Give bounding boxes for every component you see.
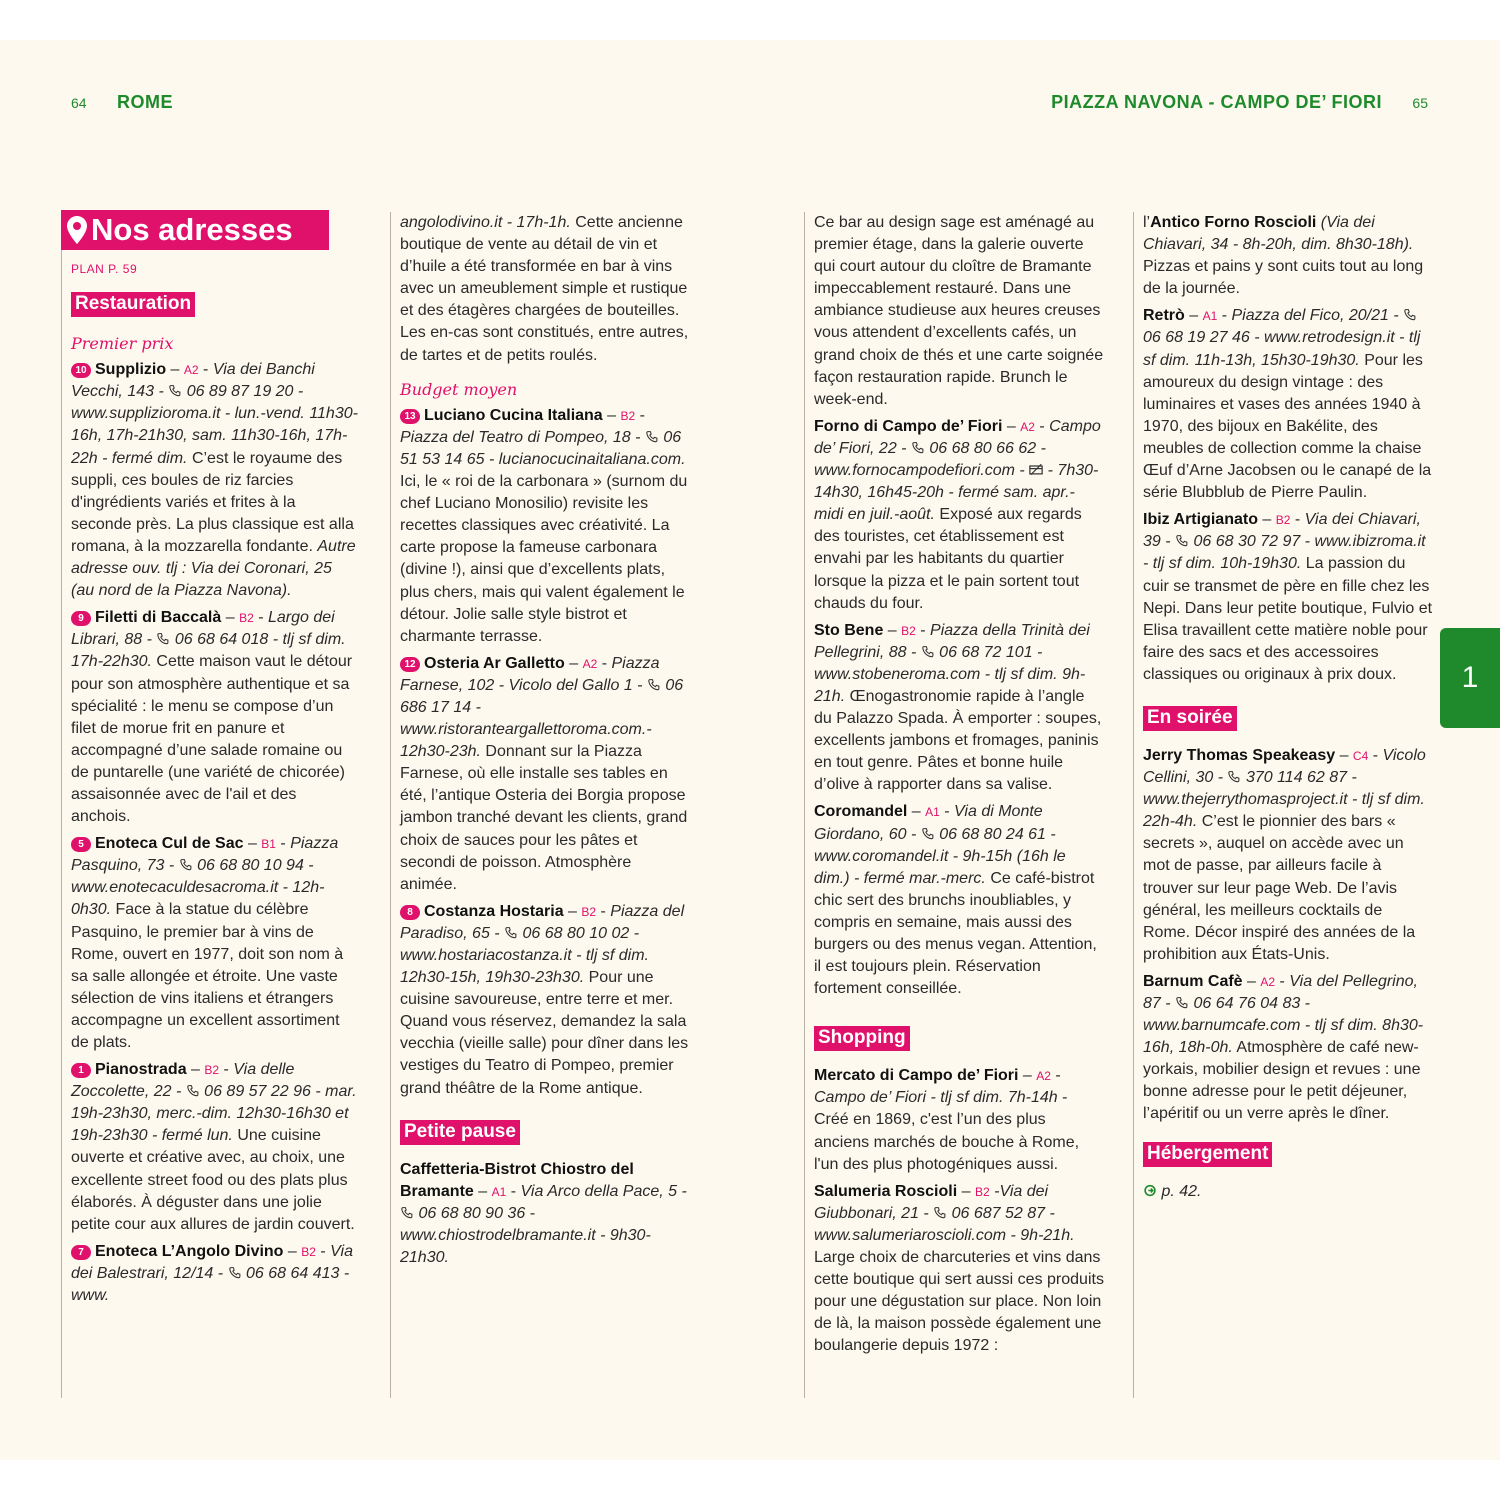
entry-name: Salumeria Roscioli: [814, 1182, 958, 1200]
entry-info: angolodivino.it - 17h-1h.: [400, 214, 571, 231]
entry-info: Via dei Balestrari, 12/14 - 06 68 64 413 - www.: [71, 1242, 353, 1305]
entry-retro: Retrò – A1 - Piazza del Fico, 20/21 - 06 68 19 27 46 - www.retrodesign.it - tlj sf dim. 11h-13h, 15h30-19h30. Pour les amoureux du design vintage : des luminaires et vases des années 1940 à 1970, des bijoux en Bakélite, des meubles de collection comme la chaise Œuf d’Arne Jacobsen ou le canapé de la série Blubblub de Pierre Paulin.: [1143, 307, 1432, 502]
entry-info: Piazza della Trinità dei Pellegrini, 88 - 06 68 72 101 - www.stobeneroma.com - tlj sf dim. 9h-21h.: [814, 621, 1090, 705]
phone-icon: [186, 1084, 200, 1097]
section-en-soiree: En soirée: [1143, 706, 1237, 731]
map-marker: 10: [71, 363, 91, 378]
nos-adresses-title: [61, 210, 329, 250]
title-text: Nos adresses: [91, 212, 293, 247]
entry-description: Ce café-bistrot chic sert des brunchs inoubliables, y compris en semaine, mais aussi des burgers ou des menus vegan. Attention, il est toujours plein. Réservation fortement conseillée.: [814, 869, 1097, 998]
entry-description: C’est le pionnier des bars « secrets », auquel on accède avec un mot de passe, par ailleurs facile à trouver sur leur page Web. De l’avis général, les meilleurs cocktails de Rome. Décor inspiré des années de la prohibition aux États-Unis.: [1143, 813, 1416, 963]
entry-name: Forno di Campo de’ Fiori: [814, 417, 1003, 435]
entry-angolo-divino-cont: [400, 212, 692, 367]
entry-costanza: 8 Costanza Hostaria – B2 - Piazza del Paradiso, 65 - 06 68 80 10 02 - www.hostariacostanza.it - tlj sf dim. 12h30-15h, 19h30-23h30. Pour une cuisine savoureuse, entre terre et mer. Quand vous réservez, demandez la sala vecchia (vieille salle) pour dîner dans les vestiges du Teatro di Pompeo, premier grand théâtre de la Rome antique.: [400, 902, 689, 1097]
entry-name: Costanza Hostaria: [424, 902, 564, 920]
entry-description: Cette ancienne boutique de vente au détail de vin et d’huile a été transformée en bar à vins avec un ameublement simple et rustique et des étagères chargées de bouteilles. Les en-cas sont constitués, entre autres, de tartes et de petits roulés.: [400, 214, 689, 364]
phone-icon: [647, 678, 661, 691]
map-marker: 9: [71, 611, 91, 626]
entry-info: Vicolo Cellini, 30 - 370 114 62 87 - www.thejerrythomasproject.it - tlj sf dim. 22h-4h.: [1143, 746, 1426, 831]
entry-info: Piazza del Paradiso, 65 - 06 68 80 10 02 - www.hostariacostanza.it - tlj sf dim. 12h30-15h, 19h30-23h30.: [400, 902, 685, 987]
entry-info: Via del Pellegrino, 87 - 06 64 76 04 83 - www.barnumcafe.com - tlj sf dim. 8h30-16h, 18h-0h.: [1143, 972, 1424, 1057]
entry-description: Pour une cuisine savoureuse, entre terre et mer. Quand vous réservez, demandez la sala vecchia (vieille salle) pour dîner dans les vestiges du Teatro di Pompeo, premier grand théâtre de la Rome antique.: [400, 969, 689, 1097]
entry-chiostro-start: Caffetteria-Bistrot Chiostro del Bramante – A1 - Via Arco della Pace, 5 - 06 68 80 90 36 - www.chiostrodelbramante.it - 9h30-21h30.: [400, 1160, 687, 1267]
right-running-title: PIAZZA NAVONA - CAMPO DE’ FIORI: [1051, 92, 1382, 112]
entry-info: -Via dei Giubbonari, 21 - 06 687 52 87 - www.salumeriaroscioli.com - 9h-21h.: [814, 1182, 1075, 1244]
entry-info: Campo de’ Fiori, 22 - 06 68 80 66 62 - www.fornocampodefiori.com -: [814, 417, 1101, 480]
phone-icon: [1227, 770, 1241, 783]
column-4: [1143, 212, 1433, 1208]
entry-extra: Autre adresse ouv. tlj : Via dei Coronari, 25 (au nord de la Piazza Navona).: [71, 537, 356, 600]
grid-ref: A2: [183, 363, 199, 378]
column-3: [814, 212, 1104, 1363]
phone-icon: [168, 384, 182, 397]
phone-icon: [400, 1206, 414, 1219]
entry-info: Via di Monte Giordano, 60 - 06 68 80 24 61 - www.coromandel.it - 9h-15h (16h le dim.) - fermé mar.-merc.: [814, 803, 1066, 887]
entry-enoteca-cul-de-sac: 5 Enoteca Cul de Sac – B1 - Piazza Pasquino, 73 - 06 68 80 10 94 - www.enotecaculdesacroma.it - 12h-0h30. Face à la statue du célèbre Pasquino, le premier bar à vins de Rome, ouvert en 1977, doit son nom à sa salle allongée et étroite. Une vaste sélection de vins italiens et étrangers accompagne un excellent assortiment de plats.: [71, 835, 344, 1051]
entry-ibiz: Ibiz Artigianato – B2 - Via dei Chiavari, 39 - 06 68 30 72 97 - www.ibizroma.it - tlj sf dim. 10h-19h30. La passion du cuir se transmet de père en fille chez les Nepi. Dans leur petite boutique, Fulvio et Elisa travaillent cette matière noble pour faire des sacs et des accessoires classiques ou originaux à prix doux.: [1143, 511, 1433, 683]
column-2: [400, 212, 692, 1274]
entry-description: Large choix de charcuteries et vins dans cette boutique qui sert aussi ces produits pour une dégustation sur place. Non loin de là, la maison possède également une boulangerie depuis 1972 :: [814, 1249, 1104, 1355]
entry-description: Ici, le « roi de la carbonara » (surnom du chef Luciano Monosilio) revisite les recettes classiques avec créativité. La carte propose la fameuse carbonara (divine !), ainsi que d’excellents plats, plus chers, mais qui valent également le détour. Jolie salle style bistrot et charmante terrasse.: [400, 473, 688, 645]
entry-barnum: Barnum Cafè – A2 - Via del Pellegrino, 87 - 06 64 76 04 83 - www.barnumcafe.com - tlj sf dim. 8h30-16h, 18h-0h. Atmosphère de café new-yorkais, mobilier design et revues : une bonne adresse pour le petit déjeuner, l’apéritif ou un verre après le dîner.: [1143, 972, 1424, 1123]
entry-info: Piazza Pasquino, 73 - 06 68 80 10 94 - www.enotecaculdesacroma.it - 12h-0h30.: [71, 835, 339, 919]
phone-icon: [1175, 534, 1189, 547]
map-marker: 8: [400, 905, 420, 920]
phone-icon: [1403, 308, 1417, 321]
grid-ref: B2: [901, 623, 916, 638]
entry-description: - Créé en 1869, c'est l’un des plus anciens marchés de bouche à Rome, l'un des plus photogéniques aussi.: [814, 1089, 1080, 1173]
entry-supplizio: 10 Supplizio – A2 - Via dei Banchi Vecchi, 143 - 06 89 87 19 20 - www.supplizioroma.it - lun.-vend. 11h30-16h, 17h-21h30, sam. 11h30-16h, 17h-22h - fermé dim. C’est le royaume des suppli, ces boules de riz farcies d'ingrédients variés et frites à la seconde près. La plus classique est alla romana, à la mozzarella fondante. Autre adresse ouv. tlj : Via dei Coronari, 25 (au nord de la Piazza Navona).: [71, 361, 358, 600]
phone-icon: [228, 1266, 242, 1279]
phone-icon: [921, 827, 935, 840]
phone-icon: [1175, 996, 1189, 1009]
grid-ref: B2: [1275, 513, 1291, 528]
plan-reference: PLAN P. 59: [71, 262, 138, 276]
entry-description: C’est le royaume des suppli, ces boules de riz farcies d'ingrédients variés et frites à la seconde près. La plus classique est alla romana, à la mozzarella fondante.: [71, 449, 354, 555]
map-pin-icon: [67, 216, 87, 244]
grid-ref: A2: [1020, 419, 1035, 434]
hebergement-reference: [1143, 1181, 1433, 1203]
column-rule: [804, 212, 805, 1398]
entry-info: Largo dei Librari, 88 - 06 68 64 018 - tlj sf dim. 17h-22h30.: [71, 609, 346, 671]
entry-coromandel: Coromandel – A1 - Via di Monte Giordano, 60 - 06 68 80 24 61 - www.coromandel.it - 9h-15h (16h le dim.) - fermé mar.-merc. Ce café-bistrot chic sert des brunchs inoubliables, y compris en semaine, mais aussi des burgers ou des menus vegan. Attention, il est toujours plein. Réservation fortement conseillée.: [814, 803, 1097, 998]
column-1: [71, 210, 359, 1312]
grid-ref: A2: [582, 656, 598, 671]
entry-name: Filetti di Baccalà: [95, 609, 222, 627]
entry-description: Ce bar au design sage est aménagé au premier étage, dans la galerie ouverte qui court autour du cloître de Bramante impeccablement restauré. Dans une ambiance studieuse aux heures creuses vous attendent d’excellents cafés, un grand choix de thés et une carte soignée façon restauration rapide. Brunch le week-end.: [814, 214, 1104, 408]
map-marker: 1: [71, 1063, 91, 1078]
phone-icon: [504, 926, 518, 939]
phone-icon: [156, 632, 170, 645]
entry-info: Via delle Zoccolette, 22 - 06 89 57 22 96 - mar. 19h-23h30, merc.-dim. 12h30-16h30 et 19h-23h30 - fermé lun.: [71, 1061, 357, 1145]
entry-description: Cette maison vaut le détour pour son atmosphère authentique et sa spécialité : le menu se compose d’un filet de morue frit en panure et accompagné d’une salade romaine ou de puntarelle (une variété de chicorée) assaisonnée avec de l'ail et des anchois.: [71, 653, 353, 826]
entry-subname: Antico Forno Roscioli: [1150, 214, 1317, 231]
entry-description: Donnant sur la Piazza Farnese, où elle installe ses tables en été, l’antique Osteria dei Borgia propose jambon tranché devant les clients, grand choix de sauces pour les pâtes et secondi de poisson. Atmosphère animée.: [400, 743, 688, 893]
grid-ref: B2: [239, 611, 254, 626]
left-page-number: 64: [71, 95, 87, 111]
entry-salumeria-start: Salumeria Roscioli – B2 -Via dei Giubbonari, 21 - 06 687 52 87 - www.salumeriaroscioli.com - 9h-21h. Large choix de charcuteries et vins dans cette boutique qui sert aussi ces produits pour une dégustation sur place. Non loin de là, la maison possède également une boulangerie depuis 1972 :: [814, 1182, 1104, 1355]
entry-name: Ibiz Artigianato: [1143, 511, 1258, 529]
entry-filetti: 9 Filetti di Baccalà – B2 - Largo dei Librari, 88 - 06 68 64 018 - tlj sf dim. 17h-22h30. Cette maison vaut le détour pour son atmosphère authentique et sa spécialité : le menu se compose d’un filet de morue frit en panure et accompagné d’une salade romaine ou de puntarelle (une variété de chicorée) assaisonnée avec de l'ail et des anchois.: [71, 609, 353, 826]
entry-info: Campo de’ Fiori - tlj sf dim. 7h-14h: [814, 1089, 1058, 1107]
map-marker: 13: [400, 409, 420, 424]
see-reference-icon: [1143, 1184, 1157, 1197]
entry-info: Via dei Chiavari, 39 - 06 68 30 72 97 - www.ibizroma.it - tlj sf dim. 10h-19h30.: [1143, 511, 1426, 573]
entry-luciano: 13 Luciano Cucina Italiana – B2 - Piazza del Teatro di Pompeo, 18 - 06 51 53 14 65 - lucianocucinaitaliana.com. Ici, le « roi de la carbonara » (surnom du chef Luciano Monosilio) revisite les recettes classiques avec créativité. La carte propose la fameuse carbonara (divine !), ainsi que d’excellents plats, plus chers, mais qui valent également le détour. Jolie salle style bistrot et charmante terrasse.: [400, 406, 688, 645]
entry-name: Jerry Thomas Speakeasy: [1143, 746, 1336, 764]
entry-name: Osteria Ar Galletto: [424, 654, 565, 672]
entry-angolo-divino-start: 7 Enoteca L’Angolo Divino – B2 - Via dei Balestrari, 12/14 - 06 68 64 413 - www.: [71, 1242, 353, 1305]
entry-description: Une cuisine ouverte et créative avec, au choix, une excellente street food ou des plats plus élaborés. À déguster dans une jolie petite cour aux allures de jardin couvert.: [71, 1127, 355, 1233]
grid-ref: C4: [1352, 748, 1369, 763]
entry-info: Piazza Farnese, 102 - Vicolo del Gallo 1 - 06 686 17 14 - www.ristoranteargallettoroma.com.- 12h30-23h.: [400, 654, 684, 761]
entry-name: Coromandel: [814, 803, 908, 821]
grid-ref: A1: [1202, 309, 1218, 324]
right-page-number: 65: [1412, 95, 1428, 111]
entry-name: Mercato di Campo de’ Fiori: [814, 1067, 1019, 1085]
phone-icon: [921, 645, 935, 658]
entry-subinfo: (Via dei Chiavari, 34 - 8h-20h, dim. 8h30-18h).: [1143, 214, 1414, 254]
section-hebergement: Hébergement: [1143, 1142, 1272, 1167]
reference-text: p. 42.: [1161, 1182, 1202, 1200]
entry-info: Via dei Banchi Vecchi, 143 - 06 89 87 19 20 - www.supplizioroma.it - lun.-vend. 11h30-16h, 17h-21h30, sam. 11h30-16h, 17h-22h - fermé dim.: [71, 361, 358, 467]
entry-name: Sto Bene: [814, 621, 884, 639]
map-marker: 5: [71, 837, 91, 852]
grid-ref: B2: [204, 1063, 220, 1078]
no-card-icon: [1029, 463, 1043, 476]
entry-description: Face à la statue du célèbre Pasquino, le premier bar à vins de Rome, ouvert en 1977, doit son nom à sa salle allongée et étroite. Une vaste sélection de vins italiens et étrangers accompagne un excellent assortiment de plats.: [71, 901, 344, 1051]
section-petite-pause: Petite pause: [400, 1120, 520, 1145]
grid-ref: B2: [620, 408, 636, 423]
grid-ref: B2: [301, 1244, 316, 1259]
entry-description: Exposé aux regards des touristes, cet établissement est envahi par les habitants du quartier lorsque la pizza et le pain sortent tout chauds du four.: [814, 506, 1082, 612]
entry-description: Pour les amoureux du design vintage : des luminaires et vases des années 1940 à 1970, des bijoux en Bakélite, des meubles de collection comme la chaise Œuf d’Arne Jacobsen ou le canapé de la série Blubblub de Pierre Paulin.: [1143, 351, 1432, 502]
book-spread: [0, 40, 1500, 1460]
subsection-budget-moyen: Budget moyen: [400, 379, 518, 399]
entry-description: Œnogastronomie rapide à l’angle du Palazzo Spada. À emporter : soupes, excellents jambons et fromages, paninis en tout genre. Pâtes et bonne huile d’olive à rapporter dans sa valise.: [814, 687, 1102, 794]
entry-chiostro-cont: [814, 212, 1104, 411]
entry-name: Enoteca L’Angolo Divino: [95, 1242, 284, 1260]
entry-info: Piazza del Fico, 20/21 - 06 68 19 27 46 - www.retrodesign.it - tlj sf dim. 11h-13h, 15h30-19h30.: [1143, 307, 1421, 369]
grid-ref: A1: [925, 805, 940, 820]
entry-name: Supplizio: [95, 361, 167, 379]
section-restauration: Restauration: [71, 292, 195, 317]
phone-icon: [179, 858, 193, 871]
entry-name: Pianostrada: [95, 1061, 187, 1079]
entry-forno: Forno di Campo de’ Fiori – A2 - Campo de’ Fiori, 22 - 06 68 80 66 62 - www.fornocampodefiori.com - - 7h30-14h30, 16h45-20h - fermé sam. apr.-midi en juil.-août. Exposé aux regards des touristes, cet établissement est envahi par les habitants du quartier lorsque la pizza et le pain sortent tout chauds du four.: [814, 417, 1101, 612]
entry-name: Luciano Cucina Italiana: [424, 406, 603, 424]
subsection-premier-prix: Premier prix: [71, 334, 174, 354]
phone-icon: [645, 430, 659, 443]
entry-subdescription: Pizzas et pains y sont cuits tout au long de la journée.: [1143, 258, 1424, 298]
entry-pianostrada: 1 Pianostrada – B2 - Via delle Zoccolette, 22 - 06 89 57 22 96 - mar. 19h-23h30, merc.-dim. 12h30-16h30 et 19h-23h30 - fermé lun. Une cuisine ouverte et créative avec, au choix, une excellente street food ou des plats plus élaborés. À déguster dans une jolie petite cour aux allures de jardin couvert.: [71, 1061, 357, 1233]
entry-info: Piazza del Teatro di Pompeo, 18 - 06 51 53 14 65 - lucianocucinaitaliana.com.: [400, 428, 686, 468]
chapter-tab: 1: [1440, 628, 1500, 728]
entry-jerry-thomas: Jerry Thomas Speakeasy – C4 - Vicolo Cellini, 30 - 370 114 62 87 - www.thejerrythomasproject.it - tlj sf dim. 22h-4h. C’est le pionnier des bars « secrets », auquel on accède avec un mot de passe, par ailleurs facile à trouver sur leur page Web. De l’avis général, les meilleurs cocktails de Rome. Décor inspiré des années de la prohibition aux États-Unis.: [1143, 746, 1426, 963]
section-shopping: Shopping: [814, 1026, 910, 1051]
entry-description: Atmosphère de café new-yorkais, mobilier design et revues : une bonne adresse pour le petit déjeuner, l’apéritif ou un verre après le dîner.: [1143, 1039, 1421, 1123]
column-rule: [61, 212, 62, 1398]
column-rule: [390, 212, 391, 1398]
map-marker: 7: [71, 1245, 91, 1260]
entry-name: Barnum Cafè: [1143, 972, 1243, 990]
phone-icon: [911, 441, 925, 454]
grid-ref: B2: [581, 904, 597, 919]
map-marker: 12: [400, 657, 420, 672]
entry-info: Via Arco della Pace, 5 - 06 68 80 90 36 - www.chiostrodelbramante.it - 9h30-21h30.: [400, 1182, 687, 1267]
left-running-title: ROME: [117, 92, 173, 112]
phone-icon: [933, 1206, 947, 1219]
grid-ref: A2: [1036, 1069, 1051, 1084]
entry-ar-galletto: 12 Osteria Ar Galletto – A2 - Piazza Farnese, 102 - Vicolo del Gallo 1 - 06 686 17 14 - www.ristoranteargallettoroma.com.- 12h30-23h. Donnant sur la Piazza Farnese, où elle installe ses tables en été, l’antique Osteria dei Borgia propose jambon tranché devant les clients, grand choix de sauces pour les pâtes et secondi de poisson. Atmosphère animée.: [400, 654, 688, 893]
grid-ref: A2: [1260, 974, 1276, 989]
entry-salumeria-cont: l’Antico Forno Roscioli (Via dei Chiavari, 34 - 8h-20h, dim. 8h30-18h). Pizzas et pains y sont cuits tout au long de la journée.: [1143, 214, 1424, 298]
entry-name: Caffetteria-Bistrot Chiostro del Bramante: [400, 1160, 634, 1200]
column-rule: [1133, 212, 1134, 1398]
entry-name: Retrò: [1143, 307, 1185, 325]
entry-mercato: Mercato di Campo de’ Fiori – A2 - Campo de’ Fiori - tlj sf dim. 7h-14h - Créé en 1869, c'est l’un des plus anciens marchés de bouche à Rome, l'un des plus photogéniques aussi.: [814, 1067, 1080, 1173]
entry-sto-bene: Sto Bene – B2 - Piazza della Trinità dei Pellegrini, 88 - 06 68 72 101 - www.stobeneroma.com - tlj sf dim. 9h-21h. Œnogastronomie rapide à l’angle du Palazzo Spada. À emporter : soupes, excellents jambons et fromages, paninis en tout genre. Pâtes et bonne huile d’olive à rapporter dans sa valise.: [814, 621, 1102, 794]
entry-description: La passion du cuir se transmet de père en fille chez les Nepi. Dans leur petite boutique, Fulvio et Elisa travaillent cette matière noble pour faire des sacs et des accessoires classiques ou originaux à prix doux.: [1143, 555, 1433, 683]
grid-ref: B1: [261, 837, 276, 852]
grid-ref: B2: [974, 1184, 990, 1199]
entry-name: Enoteca Cul de Sac: [95, 835, 244, 853]
entry-info-hours: - 7h30-14h30, 16h45-20h - fermé sam. apr.-midi en juil.-août.: [814, 462, 1099, 524]
grid-ref: A1: [491, 1184, 507, 1199]
